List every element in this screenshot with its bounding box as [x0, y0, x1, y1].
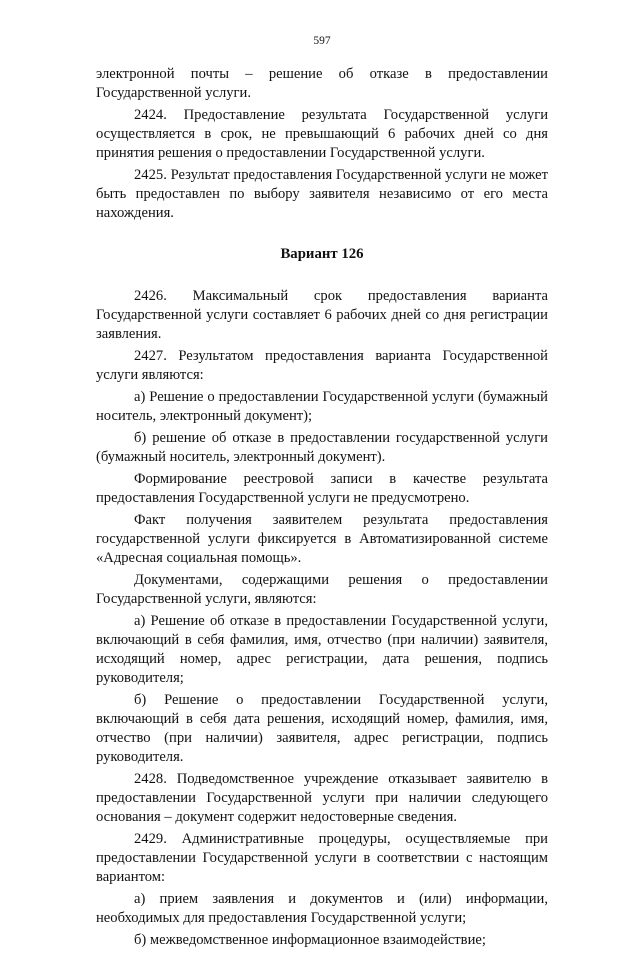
paragraph-documents: Документами, содержащими решения о предоставлении Государственной услуги, являются:	[96, 572, 548, 607]
paragraph-2428: 2428. Подведомственное учреждение отказывает заявителю в предоставлении Государственной услуги при наличии следующего основания – документ содержит недостоверные сведения.	[96, 771, 548, 825]
list-item-b-result: б) решение об отказе в предоставлении государственной услуги (бумажный носитель, электронный документ).	[96, 430, 548, 465]
paragraph-2424: 2424. Предоставление результата Государственной услуги осуществляется в срок, не превышающий 6 рабочих дней со дня принятия решения о предоставлении Государственной услуги.	[96, 107, 548, 161]
paragraph-continuation: электронной почты – решение об отказе в предоставлении Государственной услуги.	[96, 66, 548, 101]
page-number: 597	[313, 35, 331, 47]
paragraph-2427: 2427. Результатом предоставления варианта Государственной услуги являются:	[96, 348, 548, 383]
list-item-b-document: б) Решение о предоставлении Государственной услуги, включающий в себя дата решения, исходящий номер, фамилия, имя, отчество (при наличии) заявителя, адрес регистрации, подпись руководителя.	[96, 692, 548, 765]
paragraph-2425: 2425. Результат предоставления Государственной услуги не может быть предоставлен по выбору заявителя независимо от его места нахождения.	[96, 167, 548, 221]
paragraph-2426: 2426. Максимальный срок предоставления варианта Государственной услуги составляет 6 рабочих дней со дня регистрации заявления.	[96, 288, 548, 342]
list-item-b-procedure: б) межведомственное информационное взаимодействие;	[134, 932, 486, 948]
section-heading: Вариант 126	[280, 246, 364, 262]
document-page	[96, 34, 548, 953]
list-item-a-result: а) Решение о предоставлении Государственной услуги (бумажный носитель, электронный документ);	[96, 389, 548, 424]
list-item-a-document: а) Решение об отказе в предоставлении Государственной услуги, включающий в себя фамилия, имя, отчество (при наличии) заявителя, исходящий номер, адрес регистрации, дата решения, подпись руководителя;	[96, 613, 548, 686]
paragraph-fact: Факт получения заявителем результата предоставления государственной услуги фиксируется в Автоматизированной системе «Адресная социальная помощь».	[96, 512, 548, 566]
paragraph-2429: 2429. Административные процедуры, осуществляемые при предоставлении Государственной услуги в соответствии с настоящим вариантом:	[96, 831, 548, 885]
paragraph-registry: Формирование реестровой записи в качестве результата предоставления Государственной услуги не предусмотрено.	[96, 471, 548, 506]
list-item-a-procedure: а) прием заявления и документов и (или) информации, необходимых для предоставления Государственной услуги;	[96, 891, 548, 926]
